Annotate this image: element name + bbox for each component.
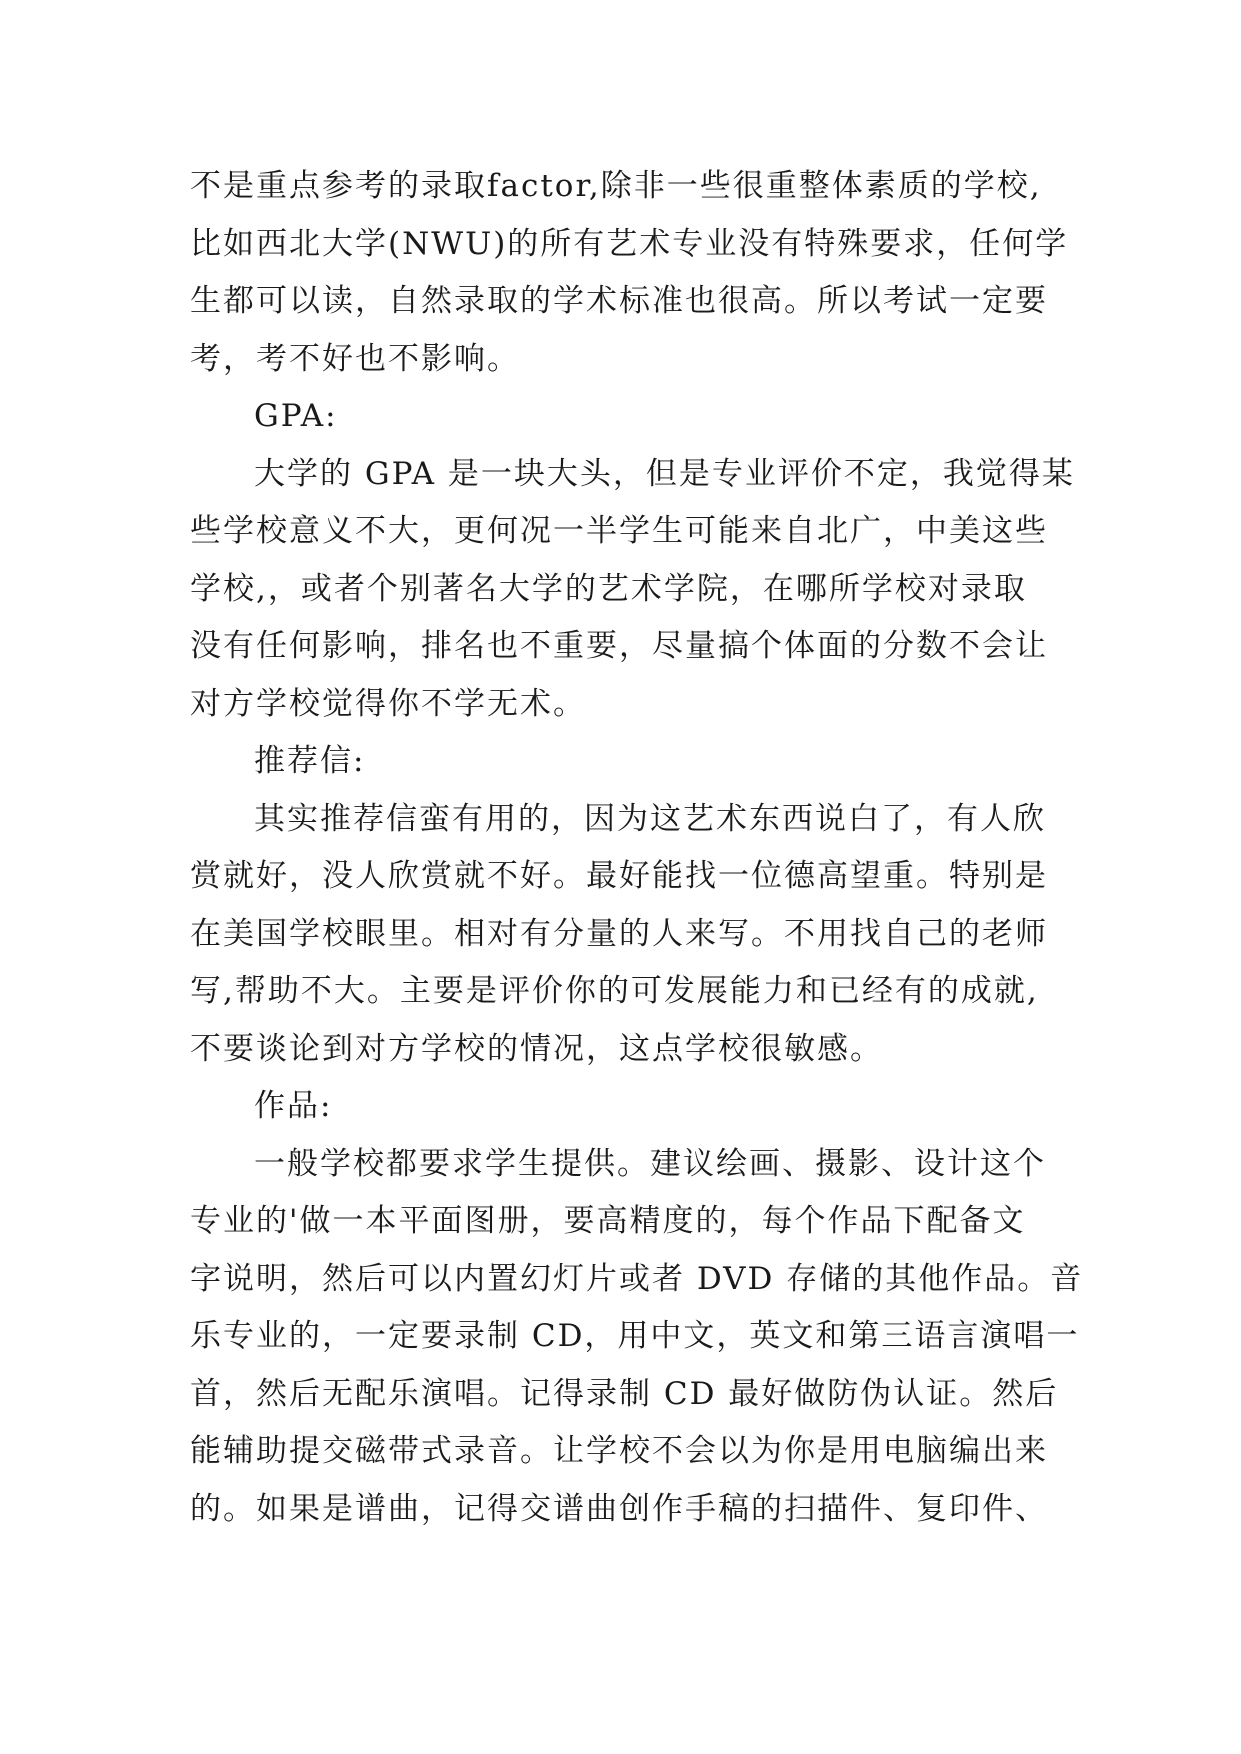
text-line: 专业的'做一本平面图册，要高精度的，每个作品下配备文 (190, 1203, 1026, 1239)
text-line: 考，考不好也不影响。 (190, 340, 520, 377)
text-line: 赏就好，没人欣赏就不好。最好能找一位德高望重。特别是 (190, 858, 1048, 894)
text-line: 比如西北大学(NWU)的所有艺术专业没有特殊要求，任何学 (190, 225, 1069, 262)
section-heading-gpa: GPA: (254, 398, 338, 434)
text-line: 生都可以读，自然录取的学术标准也很高。所以考试一定要 (190, 283, 1048, 319)
text-line: 在美国学校眼里。相对有分量的人来写。不用找自己的老师 (190, 915, 1048, 952)
section-heading-recommendation: 推荐信: (254, 743, 366, 779)
text-line: 不是重点参考的录取factor,除非一些很重整体素质的学校, (190, 168, 1042, 204)
text-line: 的。如果是谱曲，记得交谱曲创作手稿的扫描件、复印件、 (190, 1490, 1048, 1527)
text-line: 首，然后无配乐演唱。记得录制 CD 最好做防伪认证。然后 (190, 1375, 1059, 1412)
text-line: 大学的 GPA 是一块大头，但是专业评价不定，我觉得某 (254, 455, 1075, 492)
document-body (190, 158, 1084, 1538)
text-line: 些学校意义不大，更何况一半学生可能来自北广，中美这些 (190, 513, 1048, 549)
text-line: 能辅助提交磁带式录音。让学校不会以为你是用电脑编出来 (190, 1433, 1048, 1469)
section-heading-portfolio: 作品: (254, 1088, 333, 1124)
text-line: 乐专业的，一定要录制 CD，用中文，英文和第三语言演唱一 (190, 1318, 1080, 1354)
text-line: 写,帮助不大。主要是评价你的可发展能力和已经有的成就, (190, 973, 1039, 1009)
text-line: 不要谈论到对方学校的情况，这点学校很敏感。 (190, 1030, 883, 1067)
text-line: 对方学校觉得你不学无术。 (190, 685, 586, 722)
text-line: 学校,，或者个别著名大学的艺术学院，在哪所学校对录取 (190, 570, 1027, 607)
text-line: 其实推荐信蛮有用的，因为这艺术东西说白了，有人欣 (254, 800, 1046, 837)
text-line: 没有任何影响，排名也不重要，尽量搞个体面的分数不会让 (190, 628, 1048, 664)
text-line: 一般学校都要求学生提供。建议绘画、摄影、设计这个 (254, 1145, 1046, 1182)
text-line: 字说明，然后可以内置幻灯片或者 DVD 存储的其他作品。音 (190, 1260, 1084, 1297)
